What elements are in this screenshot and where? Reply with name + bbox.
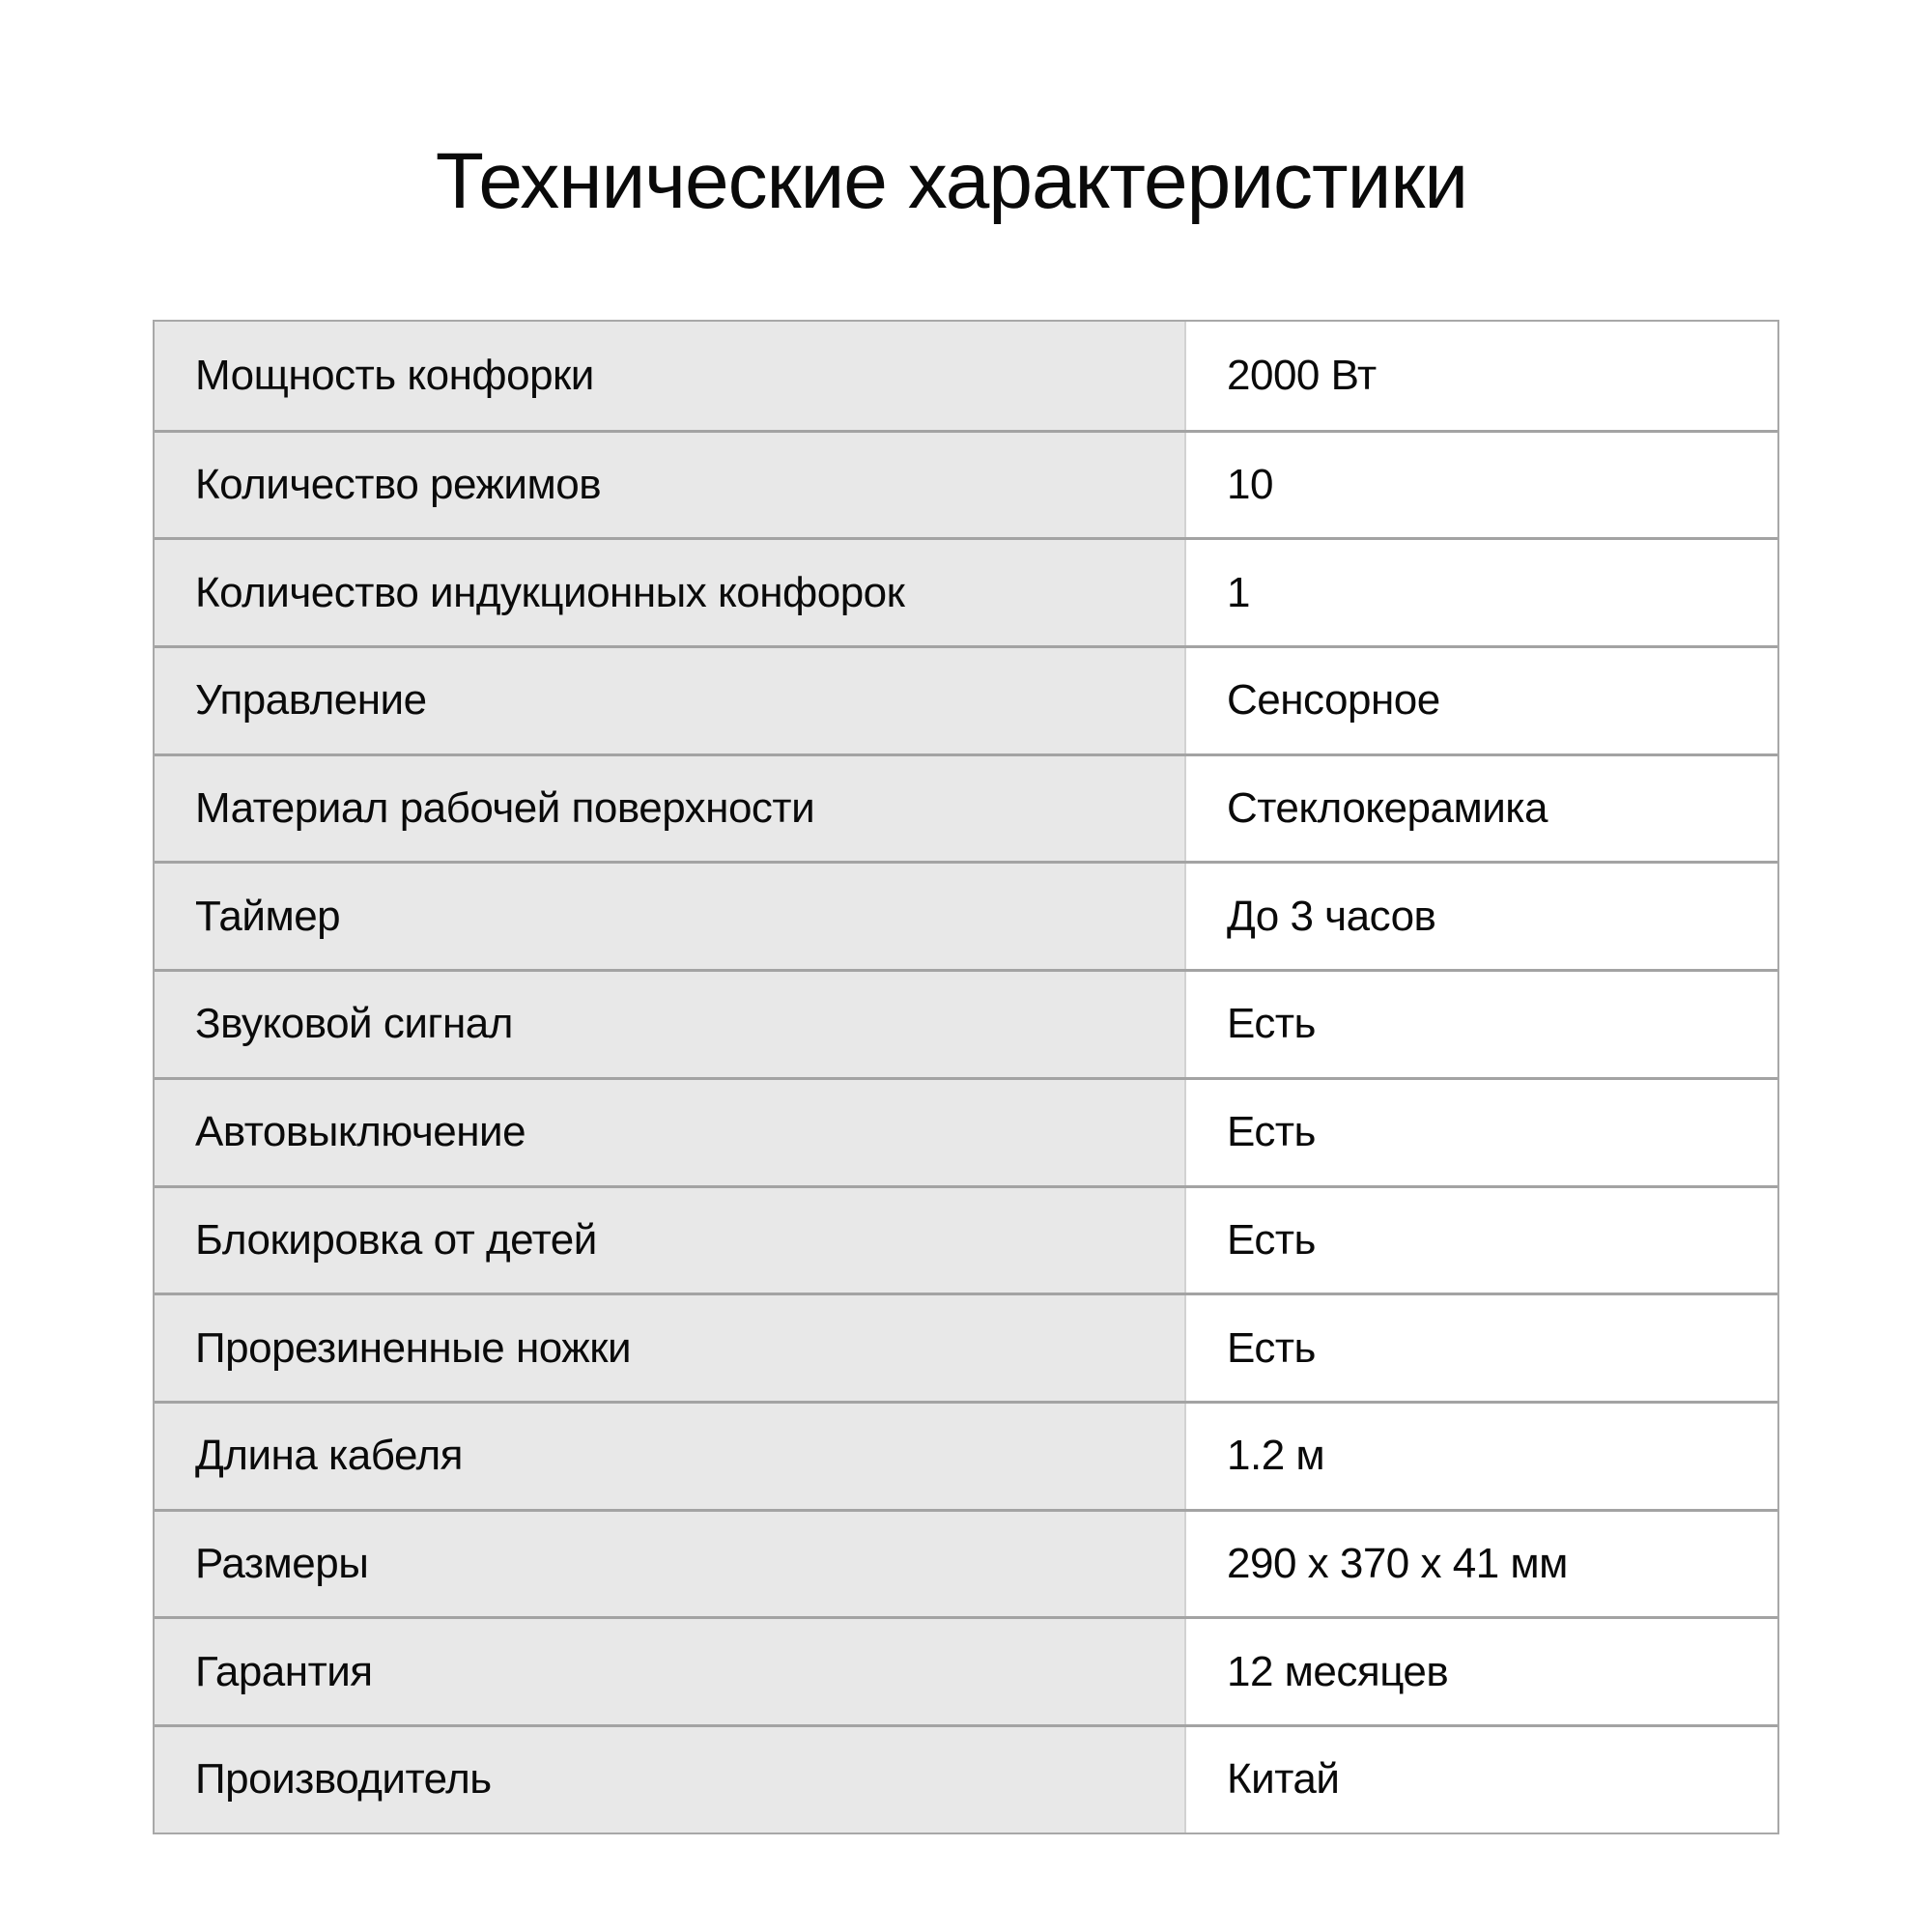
table-row xyxy=(155,537,1777,645)
spec-label: Таймер xyxy=(155,864,1186,969)
table-row xyxy=(155,1724,1777,1833)
specifications-table xyxy=(153,320,1779,1834)
table-row xyxy=(155,322,1777,430)
spec-value: 290 x 370 x 41 мм xyxy=(1186,1512,1777,1617)
spec-value: 1 xyxy=(1186,540,1777,645)
spec-label: Длина кабеля xyxy=(155,1404,1186,1509)
spec-value: Стеклокерамика xyxy=(1186,756,1777,862)
spec-label: Блокировка от детей xyxy=(155,1188,1186,1293)
table-row xyxy=(155,1616,1777,1724)
spec-value: Сенсорное xyxy=(1186,648,1777,753)
spec-label: Прорезиненные ножки xyxy=(155,1295,1186,1401)
spec-value: Есть xyxy=(1186,1188,1777,1293)
table-row xyxy=(155,1077,1777,1185)
table-row xyxy=(155,430,1777,538)
spec-value: Есть xyxy=(1186,1080,1777,1185)
spec-value: Есть xyxy=(1186,1295,1777,1401)
spec-label: Гарантия xyxy=(155,1619,1186,1724)
spec-label: Управление xyxy=(155,648,1186,753)
spec-label: Размеры xyxy=(155,1512,1186,1617)
table-row xyxy=(155,861,1777,969)
spec-label: Количество режимов xyxy=(155,433,1186,538)
spec-value: 2000 Вт xyxy=(1186,322,1777,430)
spec-label: Количество индукционных конфорок xyxy=(155,540,1186,645)
spec-label: Мощность конфорки xyxy=(155,322,1186,430)
table-row xyxy=(155,969,1777,1077)
spec-value: До 3 часов xyxy=(1186,864,1777,969)
page-title: Технические характеристики xyxy=(435,136,1468,225)
table-row xyxy=(155,1401,1777,1509)
spec-label: Материал рабочей поверхности xyxy=(155,756,1186,862)
table-row xyxy=(155,1185,1777,1293)
spec-label: Звуковой сигнал xyxy=(155,972,1186,1077)
table-row xyxy=(155,1293,1777,1401)
spec-value: 10 xyxy=(1186,433,1777,538)
table-row xyxy=(155,1509,1777,1617)
spec-value: 12 месяцев xyxy=(1186,1619,1777,1724)
spec-label: Производитель xyxy=(155,1727,1186,1833)
table-row xyxy=(155,645,1777,753)
spec-label: Автовыключение xyxy=(155,1080,1186,1185)
table-row xyxy=(155,753,1777,862)
spec-value: Есть xyxy=(1186,972,1777,1077)
spec-value: 1.2 м xyxy=(1186,1404,1777,1509)
spec-value: Китай xyxy=(1186,1727,1777,1833)
